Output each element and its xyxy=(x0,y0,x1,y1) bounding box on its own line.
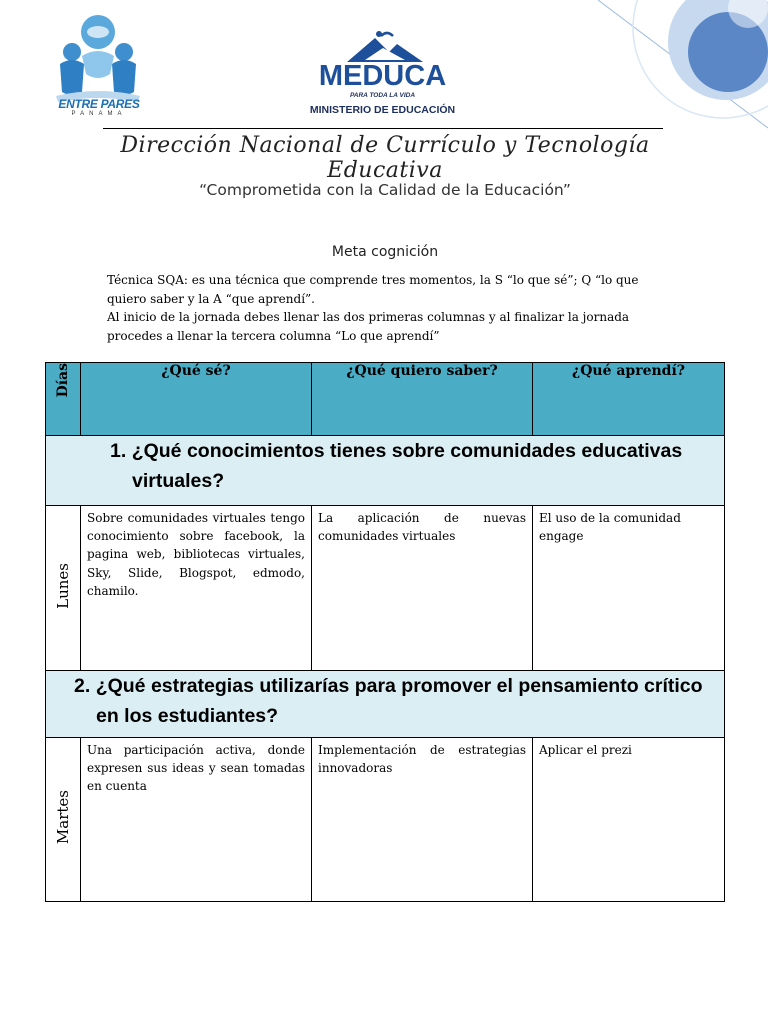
question-1 xyxy=(46,436,724,496)
intro-paragraph-2: Al inicio de la jornada debes llenar las dos primeras columnas y al finalizar la jornada procedes a llenar la tercera columna “Lo que aprendí” xyxy=(107,310,630,343)
cell-lunes-learned-text: El uso de la comunidad engage xyxy=(539,511,681,544)
intro-paragraph-1: Técnica SQA: es una técnica que comprende tres momentos, la S “lo que sé”; Q “lo que quiero saber y la A “que aprendí”. xyxy=(107,273,639,306)
header-know: ¿Qué sé? xyxy=(81,363,312,436)
question-1-number: 1. xyxy=(110,440,127,462)
entre-pares-label: ENTRE PARES xyxy=(58,97,140,111)
section-title: Meta cognición xyxy=(331,244,439,260)
intro-text xyxy=(107,271,667,345)
cell-martes-know xyxy=(81,738,312,902)
motto: “Comprometida con la Calidad de la Educación” xyxy=(199,181,571,199)
table-row-martes xyxy=(46,738,725,902)
cell-lunes-know-text: Sobre comunidades virtuales tengo conocimiento sobre facebook, la pagina web, bibliotecas virtuales, Sky, Slide, Blogspot, edmodo, chamilo. xyxy=(87,511,305,598)
cell-lunes-know xyxy=(81,506,312,671)
meduca-name: MEDUCA xyxy=(318,60,447,92)
cell-martes-learned-text: Aplicar el prezi xyxy=(539,743,632,757)
question-1-text: ¿Qué conocimientos tienes sobre comunidades educativas virtuales? xyxy=(131,440,683,492)
question-2-cell xyxy=(46,671,725,738)
table-header-row xyxy=(46,363,725,436)
cell-martes-want-text: Implementación de estrategias innovadoras xyxy=(318,743,526,776)
question-1-cell xyxy=(46,436,725,506)
header-divider xyxy=(103,128,663,129)
cell-lunes-want xyxy=(312,506,533,671)
header-learned: ¿Qué aprendí? xyxy=(533,363,725,436)
cell-lunes-learned xyxy=(533,506,725,671)
day-cell-lunes xyxy=(46,506,81,671)
cell-lunes-want-text: La aplicación de nuevas comunidades virtuales xyxy=(318,511,526,544)
cell-martes-want xyxy=(312,738,533,902)
direction-title: Dirección Nacional de Currículo y Tecnología Educativa xyxy=(120,133,650,183)
question-2-number: 2. xyxy=(74,675,91,697)
question-row-2 xyxy=(46,671,725,738)
day-cell-martes xyxy=(46,738,81,902)
meduca-slogan: PARA TODA LA VIDA xyxy=(349,92,416,99)
corner-circles-decoration xyxy=(598,0,768,130)
cell-martes-learned xyxy=(533,738,725,902)
question-row-1 xyxy=(46,436,725,506)
sqa-table xyxy=(45,362,725,902)
question-2 xyxy=(46,671,724,731)
table-row-lunes xyxy=(46,506,725,671)
meduca-ministry: MINISTERIO DE EDUCACIÓN xyxy=(309,104,456,116)
question-2-text: ¿Qué estrategias utilizarías para promover el pensamiento crítico en los estudiantes? xyxy=(95,675,703,727)
day-label-martes: Martes xyxy=(54,790,72,845)
day-label-lunes: Lunes xyxy=(54,563,72,609)
header-days-label: Días xyxy=(55,363,71,398)
entre-pares-sublabel: PANAMA xyxy=(71,111,127,117)
header-want: ¿Qué quiero saber? xyxy=(312,363,533,436)
cell-martes-know-text: Una participación activa, donde expresen sus ideas y sean tomadas en cuenta xyxy=(87,743,305,794)
header-days xyxy=(46,363,81,436)
